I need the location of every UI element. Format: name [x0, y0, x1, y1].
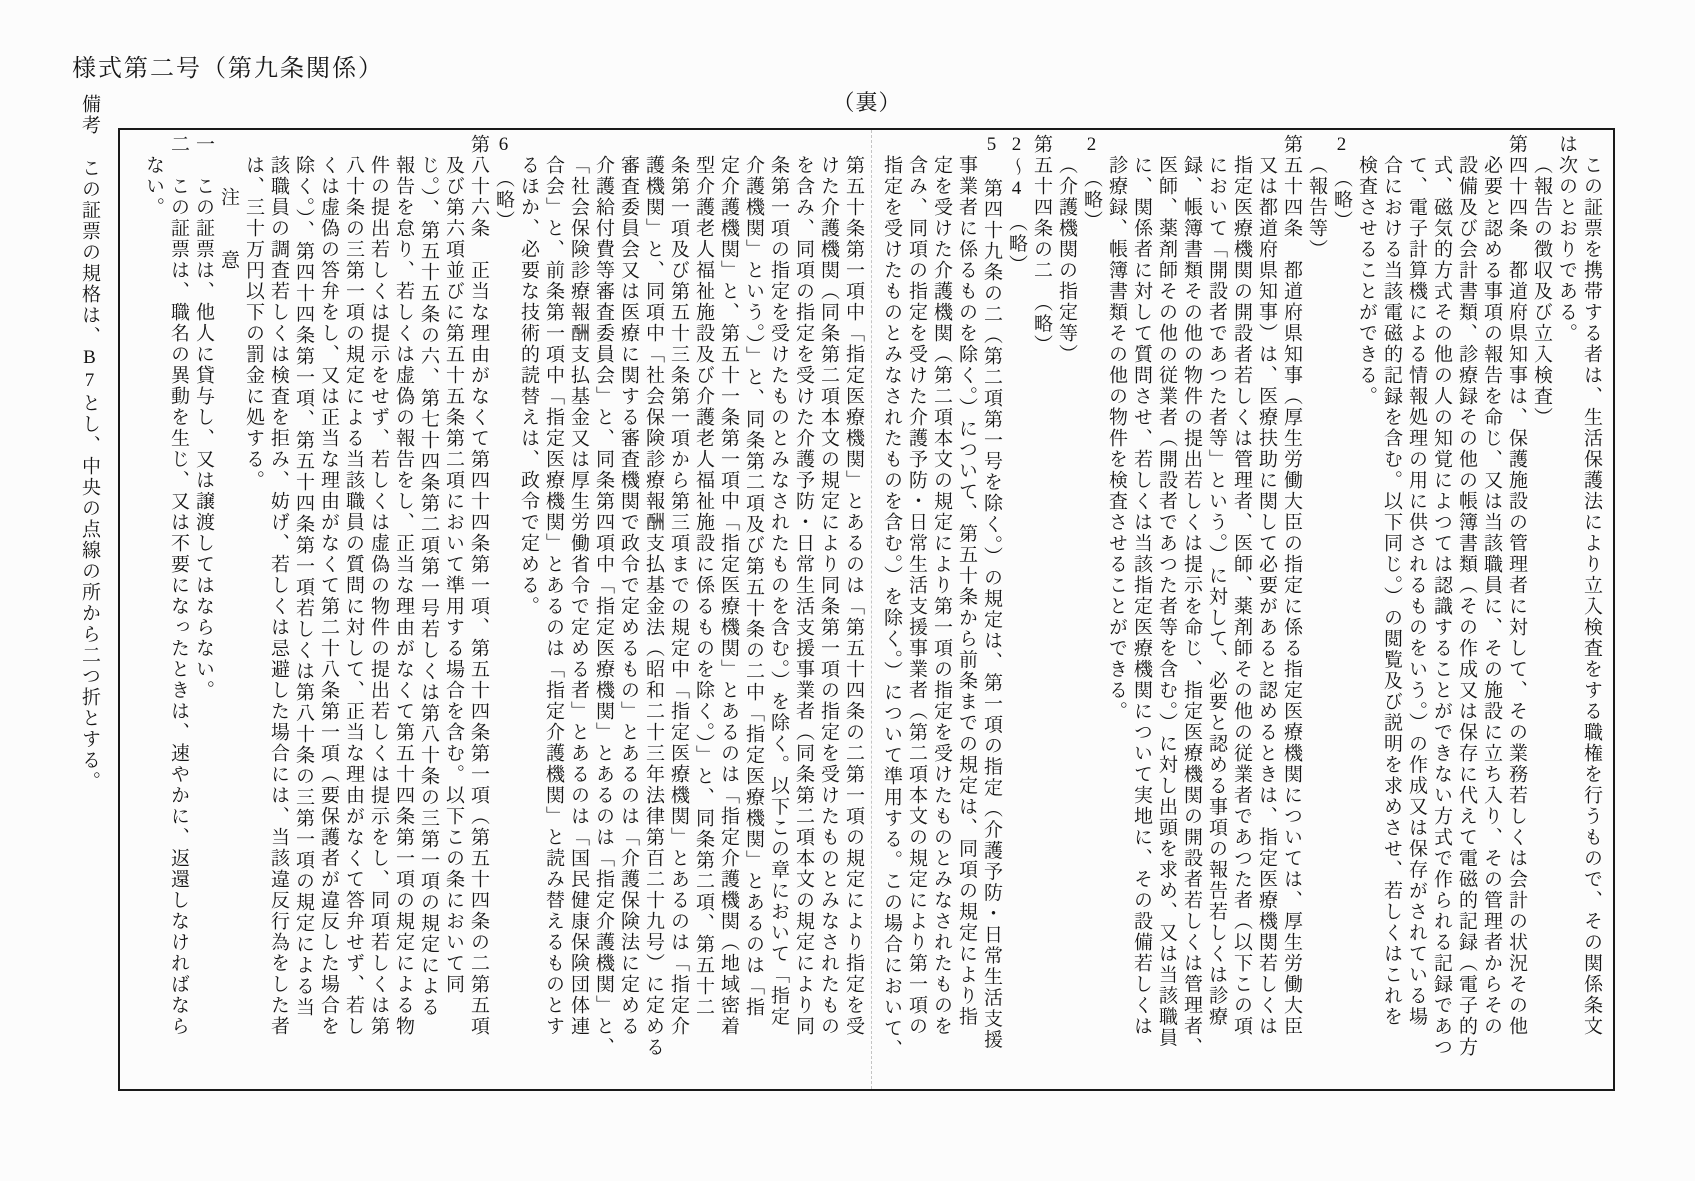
text-column: 設備及び会計書類、診療録その他の帳簿書類（その作成又は保存に代えて電磁的記録（電子的方 — [1456, 155, 1477, 1058]
text-column: 介護給付費等審査委員会」と、同条第四項中「指定医療機関」とあるのは「指定介護機関」と、 — [593, 155, 614, 1058]
text-column: 2〜4 （略） — [1006, 134, 1027, 276]
text-column: 定を受けた介護機関（第二項本文の規定により第一項の指定を受けたものとみなされたものを — [931, 155, 952, 1037]
text-column: 指定医療機関の開設者若しくは管理者、医師、薬剤師その他の従業者であつた者（以下この項 — [1231, 155, 1252, 1037]
text-column: 護機関」と、同項中「社会保険診療報酬支払基金法（昭和二十三年法律第百二十九号）に定める — [643, 155, 664, 1058]
text-column: 条第一項及び第五十三条第一項から第三項までの規定中「指定医療機関」とあるのは「指定介 — [668, 155, 689, 1037]
text-column: 除く。）、第四十四条第一項、第五十四条第一項若しくは第八十条の三第一項の規定による当 — [293, 155, 314, 1018]
text-column: 録、帳簿書類その他の物件の提出若しくは提示を命じ、指定医療機関の開設者若しくは管理者、 — [1181, 155, 1202, 1058]
text-column: 検査させることができる。 — [1356, 155, 1377, 407]
text-column: 「社会保険診療報酬支払基金又は厚生労働省令で定める者」とあるのは「国民健康保険団体連 — [568, 155, 589, 1037]
text-column: 6 （略） — [493, 134, 514, 232]
text-column: に、関係者に対して質問させ、若しくは当該指定医療機関について実地に、その設備若しくは — [1131, 155, 1152, 1037]
text-column: けた介護機関（同条第二項本文の規定により同条第一項の指定を受けたものとみなされたもの — [818, 155, 839, 1037]
text-column: を含み、同項の指定を受けた介護予防・日常生活支援事業者（同条第二項本文の規定により同 — [793, 155, 814, 1037]
text-column: 報告を怠り、若しくは虚偽の報告をし、正当な理由がなくて第五十四条第一項の規定による物 — [393, 155, 414, 1037]
text-column: 一 この証票は、他人に貸与し、又は譲渡してはならない。 — [193, 134, 214, 701]
text-column: は次のとおりである。 — [1556, 134, 1577, 344]
text-column: ない。 — [143, 155, 164, 218]
text-column: において「開設者であつた者等」という。）に対して、必要と認める事項の報告若しくは診療 — [1206, 155, 1227, 1028]
legal-text-columns — [142, 134, 1604, 1084]
text-column: て、電子計算機による情報処理の用に供されるものをいう。）の作成又は保存がされている場 — [1406, 155, 1427, 1028]
text-column: 医師、薬剤師その他の従業者（開設者であつた者等を含む。）に対し出頭を求め、又は当該職員 — [1156, 155, 1177, 1049]
text-column: （介護機関の指定等） — [1056, 155, 1077, 365]
text-column: 件の提出若しくは提示をせず、若しくは虚偽の物件の提出若しくは提示をし、同項若しくは第 — [368, 155, 389, 1037]
text-column: くは虚偽の答弁をし、又は正当な理由がなくて第二十八条第一項（要保護者が違反した場合を — [318, 155, 339, 1037]
text-column: 第四十四条 都道府県知事は、保護施設の管理者に対して、その業務若しくは会計の状況その他 — [1506, 134, 1527, 1037]
text-column: 式、磁気的方式その他の人の知覚によつては認識することができない方式で作られる記録であつ — [1431, 155, 1452, 1058]
text-column: 含み、同項の指定を受けた介護予防・日常生活支援事業者（第二項本文の規定により第一項の — [906, 155, 927, 1037]
text-column: 指定を受けたものとみなされたものを含む。）を除く。）について準用する。この場合において、 — [881, 155, 902, 1060]
text-column: 第五十四条の二 （略） — [1031, 134, 1052, 356]
text-column: 第五十四条 都道府県知事（厚生労働大臣の指定に係る指定医療機関については、厚生労働大臣 — [1281, 134, 1302, 1037]
text-column: 又は都道府県知事）は、医療扶助に関して必要があると認めるときは、指定医療機関若しくは — [1256, 155, 1277, 1037]
margin-note-text: この証票の規格は、B7とし、中央の点線の所から二つ折とする。 — [79, 158, 100, 792]
text-column: 介護機関」という。）」と、同条第二項及び第五十条の二中「指定医療機関」とあるのは「指 — [743, 155, 764, 1018]
text-column: るほか、必要な技術的読替えは、政令で定める。 — [518, 155, 539, 617]
text-column: 2 （略） — [1331, 134, 1352, 232]
text-column: 及び第六項並びに第五十五条第二項において準用する場合を含む。以下この条において同 — [443, 155, 464, 995]
text-column: 第八十六条 正当な理由がなくて第四十四条第一項、第五十四条第一項（第五十四条の二第五項 — [468, 134, 489, 1037]
text-column: 第五十条第一項中「指定医療機関」とあるのは「第五十四条の二第一項の規定により指定を受 — [843, 155, 864, 1037]
text-column: じ。）、第五十五条の六、第七十四条第二項第一号若しくは第八十条の三第一項の規定による — [418, 155, 439, 1018]
text-column: 注 意 — [218, 187, 239, 271]
text-column: は、三十万円以下の罰金に処する。 — [243, 155, 264, 491]
text-column: 合会」と、前条第一項中「指定医療機関」とあるのは「指定介護機関」と読み替えるものとす — [543, 155, 564, 1037]
page-side-label: （裏） — [832, 90, 902, 115]
text-column: 5 第四十九条の二（第二項第一号を除く。）の規定は、第一項の指定（介護予防・日常生活支援 — [981, 134, 1002, 1051]
text-column: 条第一項の指定を受けたものとみなされたものを含む。）を除く。以下この章において「指定 — [768, 155, 789, 1028]
text-column: 事業者に係るものを除く。）について、第五十条から前条までの規定は、同項の規定により指 — [956, 155, 977, 1028]
margin-note-heading: 備考 — [79, 94, 100, 136]
text-column: 八十条の三第一項の規定による当該職員の質問に対して、正当な理由がなくて答弁せず、若し — [343, 155, 364, 1037]
text-column: 診療録、帳簿書類その他の物件を検査させることができる。 — [1106, 155, 1127, 722]
margin-note — [76, 94, 102, 1134]
text-column: （報告等） — [1306, 155, 1327, 260]
text-column: 審査委員会又は医療に関する審査機関で政令で定めるもの」とあるのは「介護保険法に定める — [618, 155, 639, 1037]
text-column: （報告の徴収及び立入検査） — [1531, 155, 1552, 428]
text-column: 必要と認める事項の報告を命じ、又は当該職員に、その施設に立ち入り、その管理者からその — [1481, 155, 1502, 1037]
text-column: この証票を携帯する者は、生活保護法により立入検査をする職権を行うもので、その関係条文 — [1581, 155, 1602, 1037]
text-column: 定介護機関」と、第五十一条第一項中「指定医療機関」とあるのは「指定介護機関（地域密着 — [718, 155, 739, 1037]
form-number-label: 様式第二号（第九条関係） — [72, 56, 384, 82]
text-column: 合における当該電磁的記録を含む。以下同じ。）の閲覧及び説明を求めさせ、若しくはこれを — [1381, 155, 1402, 1028]
text-column: 型介護老人福祉施設及び介護老人福祉施設に係るものを除く。）」と、同条第二項、第五十二 — [693, 155, 714, 1018]
text-column: 二 この証票は、職名の異動を生じ、又は不要になったときは、速やかに、返還しなければなら — [168, 134, 189, 1037]
text-column: 該職員の調査若しくは検査を拒み、妨げ、若しくは忌避した場合には、当該違反行為をした者 — [268, 155, 289, 1037]
text-column: 2 （略） — [1081, 134, 1102, 232]
